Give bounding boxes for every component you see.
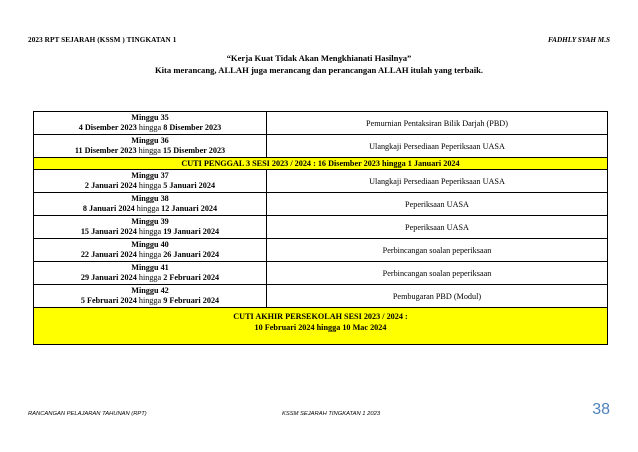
week-label: Minggu 42: [131, 285, 169, 295]
start-date: 11 Disember 2023: [74, 146, 137, 155]
week-label: Minggu 39: [131, 216, 169, 226]
date-range: [34, 204, 266, 215]
end-date: 12 Januari 2024: [161, 204, 218, 213]
week-cell: [34, 239, 267, 262]
end-date: 26 Januari 2024: [163, 250, 220, 259]
start-date: 22 Januari 2024: [80, 250, 137, 259]
page-number: 38: [592, 401, 610, 418]
date-range: [34, 123, 266, 134]
holiday-title: CUTI AKHIR PERSEKOLAH SESI 2023 / 2024 :: [233, 312, 408, 321]
date-range: [34, 181, 266, 192]
week-row: [34, 239, 608, 262]
footer-left: RANCANGAN PELAJARAN TAHUNAN (RPT): [28, 411, 147, 417]
week-row: [34, 216, 608, 239]
start-date: 29 Januari 2024: [80, 273, 137, 282]
week-label: Minggu 38: [131, 193, 169, 203]
hingga-word: hingga: [138, 296, 162, 305]
activity-cell: Peperiksaan UASA: [267, 216, 608, 239]
motto-subline: Kita merancang, ALLAH juga merancang dan perancangan ALLAH itulah yang terbaik.: [154, 65, 484, 75]
activity-cell: Perbincangan soalan peperiksaan: [267, 262, 608, 285]
holiday-cell: [34, 308, 608, 345]
header-author: FADHLY SYAH M.S: [548, 36, 610, 44]
start-date: 8 Januari 2024: [82, 204, 135, 213]
week-label: Minggu 36: [131, 135, 169, 145]
hingga-word: hingga: [138, 227, 162, 236]
hingga-word: hingga: [138, 250, 162, 259]
week-label: Minggu 40: [131, 239, 169, 249]
start-date: 4 Disember 2023: [78, 123, 137, 132]
week-cell: [34, 216, 267, 239]
activity-cell: Pemurnian Pentaksiran Bilik Darjah (PBD): [267, 112, 608, 135]
week-cell: [34, 112, 267, 135]
week-label: Minggu 35: [131, 112, 169, 122]
date-range: [34, 227, 266, 238]
week-cell: [34, 193, 267, 216]
week-cell: [34, 262, 267, 285]
hingga-word: hingga: [138, 273, 162, 282]
end-date: 9 Februari 2024: [163, 296, 220, 305]
date-range: [34, 273, 266, 284]
date-range: [34, 296, 266, 307]
end-date: 5 Januari 2024: [163, 181, 216, 190]
week-row: [34, 285, 608, 308]
week-row: [34, 112, 608, 135]
hingga-word: hingga: [138, 181, 162, 190]
hingga-word: hingga: [136, 204, 160, 213]
activity-cell: Perbincangan soalan peperiksaan: [267, 239, 608, 262]
motto-quote: “Kerja Kuat Tidak Akan Mengkhianati Hasilnya”: [226, 53, 412, 63]
footer-middle: KSSM SEJARAH TINGKATAN 1 2023: [282, 411, 381, 417]
header-title: 2023 RPT SEJARAH (KSSM ) TINGKATAN 1: [28, 36, 177, 44]
week-row: [34, 193, 608, 216]
holiday-row: [34, 158, 608, 170]
week-row: [34, 135, 608, 158]
end-date: 2 Februari 2024: [163, 273, 220, 282]
activity-cell: Peperiksaan UASA: [267, 193, 608, 216]
week-label: Minggu 41: [131, 262, 169, 272]
week-cell: [34, 285, 267, 308]
activity-cell: Ulangkaji Persediaan Peperiksaan UASA: [267, 170, 608, 193]
start-date: 5 Februari 2024: [80, 296, 137, 305]
end-date: 15 Disember 2023: [162, 146, 226, 155]
holiday-row: [34, 308, 608, 345]
end-date: 8 Disember 2023: [163, 123, 222, 132]
hingga-word: hingga: [138, 146, 161, 155]
week-cell: [34, 135, 267, 158]
activity-cell: Pembugaran PBD (Modul): [267, 285, 608, 308]
week-cell: [34, 170, 267, 193]
date-range: [34, 146, 266, 157]
week-label: Minggu 37: [131, 170, 169, 180]
start-date: 15 Januari 2024: [80, 227, 137, 236]
end-date: 19 Januari 2024: [163, 227, 220, 236]
schedule-table: [33, 111, 608, 345]
holiday-cell: CUTI PENGGAL 3 SESI 2023 / 2024 : 16 Disember 2023 hingga 1 Januari 2024: [34, 158, 608, 170]
activity-cell: Ulangkaji Persediaan Peperiksaan UASA: [267, 135, 608, 158]
week-row: [34, 262, 608, 285]
hingga-word: hingga: [138, 123, 162, 132]
week-row: [34, 170, 608, 193]
date-range: [34, 250, 266, 261]
start-date: 2 Januari 2024: [84, 181, 137, 190]
holiday-dates: 10 Februari 2024 hingga 10 Mac 2024: [254, 322, 387, 332]
